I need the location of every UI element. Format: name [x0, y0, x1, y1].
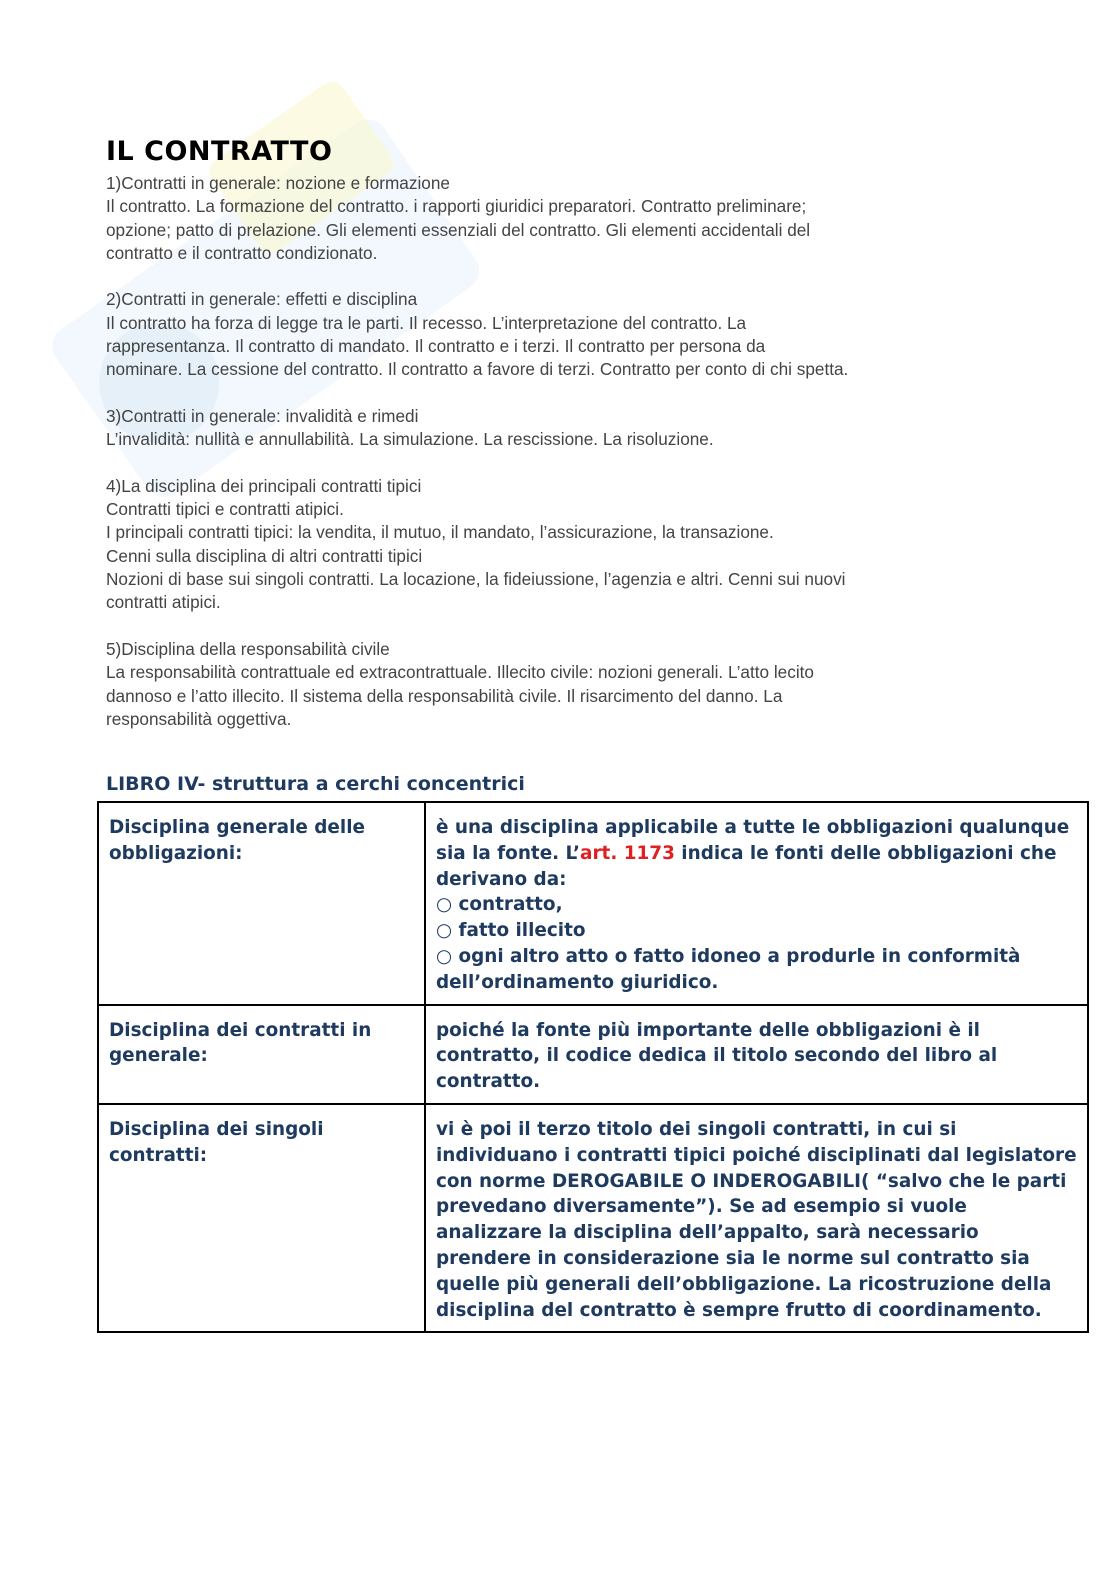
list-item: ○ contratto,	[436, 894, 563, 916]
section-1	[106, 172, 1006, 265]
section-heading: 3)Contratti in generale: invalidità e rimedi	[106, 405, 419, 426]
row-text: indica le fonti delle obbligazioni che derivano da:	[436, 842, 1057, 890]
section-heading: 4)La disciplina dei principali contratti tipici	[106, 475, 422, 496]
document-body	[106, 136, 1006, 754]
table-row	[98, 1104, 1088, 1332]
row-label: Disciplina dei singoli contratti:	[98, 1104, 425, 1332]
row-content: vi è poi il terzo titolo dei singoli contratti, in cui si individuano i contratti tipici poiché disciplinati dal legislatore con norme DEROGABILE O INDEROGABILI( “salvo che le parti prevedano diversamente”). Se ad esempio si vuole analizzare la disciplina dell’appalto, sarà necessario prendere in considerazione sia le norme sul contratto sia quelle più generali dell’obbligazione. La ricostruzione della disciplina del contratto è sempre frutto di coordinamento.	[425, 1104, 1088, 1332]
table-row	[98, 802, 1088, 1005]
section-3	[106, 405, 1006, 452]
section-line: contratto e il contratto condizionato.	[106, 242, 378, 263]
section-line: responsabilità oggettiva.	[106, 708, 292, 729]
section-heading: 2)Contratti in generale: effetti e disciplina	[106, 289, 418, 310]
section-5	[106, 638, 1006, 731]
section-4	[106, 475, 1006, 615]
article-reference: art. 1173	[580, 842, 675, 864]
section-line: L’invalidità: nullità e annullabilità. La simulazione. La rescissione. La risoluzione.	[106, 429, 714, 450]
list-item: ○ ogni altro atto o fatto idoneo a produrle in conformità dell’ordinamento giuridico.	[436, 945, 1021, 993]
section-line: opzione; patto di prelazione. Gli elementi essenziali del contratto. Gli elementi accidentali del	[106, 219, 811, 240]
section-line: Il contratto ha forza di legge tra le parti. Il recesso. L’interpretazione del contratto. La	[106, 312, 747, 333]
row-content	[425, 802, 1088, 1005]
row-text: è una disciplina applicabile a tutte le obbligazioni qualunque sia la fonte. L’	[436, 817, 1070, 864]
libro-title: LIBRO IV- struttura a cerchi concentrici	[106, 773, 525, 795]
section-heading: 1)Contratti in generale: nozione e formazione	[106, 173, 450, 193]
page-title: IL CONTRATTO	[106, 136, 333, 167]
section-line: Contratti tipici e contratti atipici.	[106, 499, 344, 520]
section-line: rappresentanza. Il contratto di mandato. Il contratto e i terzi. Il contratto per persona da	[106, 336, 766, 357]
row-label: Disciplina generale delle obbligazioni:	[98, 802, 425, 1005]
section-line: Cenni sulla disciplina di altri contratti tipici	[106, 545, 423, 566]
list-item: ○ fatto illecito	[436, 920, 586, 942]
section-line: I principali contratti tipici: la vendita, il mutuo, il mandato, l’assicurazione, la transazione.	[106, 522, 774, 543]
section-line: nominare. La cessione del contratto. Il contratto a favore di terzi. Contratto per conto di chi spetta.	[106, 359, 849, 380]
section-heading: 5)Disciplina della responsabilità civile	[106, 638, 390, 659]
table-row	[98, 1005, 1088, 1104]
row-content: poiché la fonte più importante delle obbligazioni è il contratto, il codice dedica il titolo secondo del libro al contratto.	[425, 1005, 1088, 1104]
row-label: Disciplina dei contratti in generale:	[98, 1005, 425, 1104]
section-line: contratti atipici.	[106, 592, 221, 613]
section-line: Il contratto. La formazione del contratto. i rapporti giuridici preparatori. Contratto preliminare;	[106, 196, 807, 217]
section-line: Nozioni di base sui singoli contratti. La locazione, la fideiussione, l’agenzia e altri. Cenni sui nuovi	[106, 569, 846, 590]
section-line: La responsabilità contrattuale ed extracontrattuale. Illecito civile: nozioni generali. L’atto lecito	[106, 662, 814, 683]
libro-table	[97, 801, 1089, 1333]
section-2	[106, 288, 1006, 381]
section-line: dannoso e l’atto illecito. Il sistema della responsabilità civile. Il risarcimento del danno. La	[106, 685, 783, 706]
